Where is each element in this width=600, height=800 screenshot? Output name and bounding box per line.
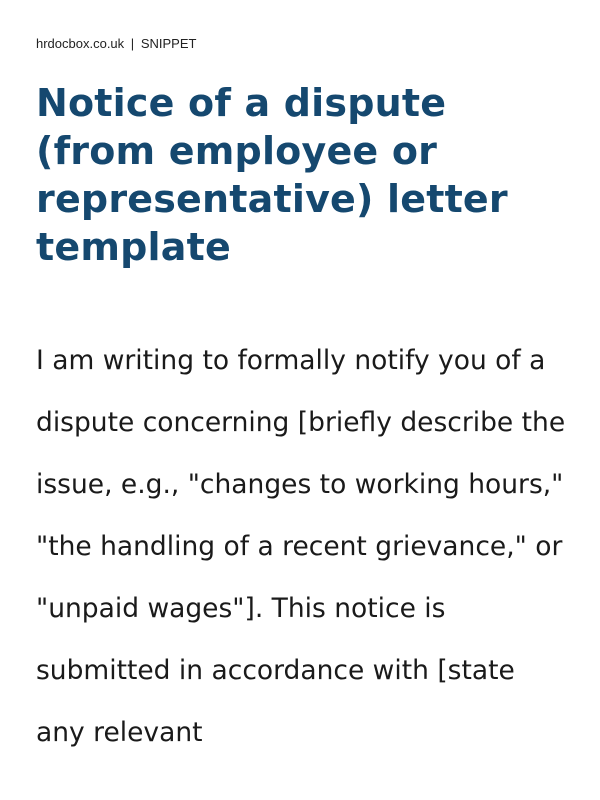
letter-body: I am writing to formally notify you of a dispute concerning [briefly describe the issue, e.g., "changes to working hours," "the handling of a recent grievance," or "unpaid wages"]. This notice is submitted in accordance with [state any relevant (36, 345, 566, 748)
section-label: SNIPPET (140, 36, 197, 51)
page-title: Notice of a dispute (from employee or representative) letter template (36, 81, 508, 269)
site-name: hrdocbox.co.uk (36, 36, 125, 51)
header-separator: | (130, 36, 135, 51)
site-header (36, 36, 196, 52)
